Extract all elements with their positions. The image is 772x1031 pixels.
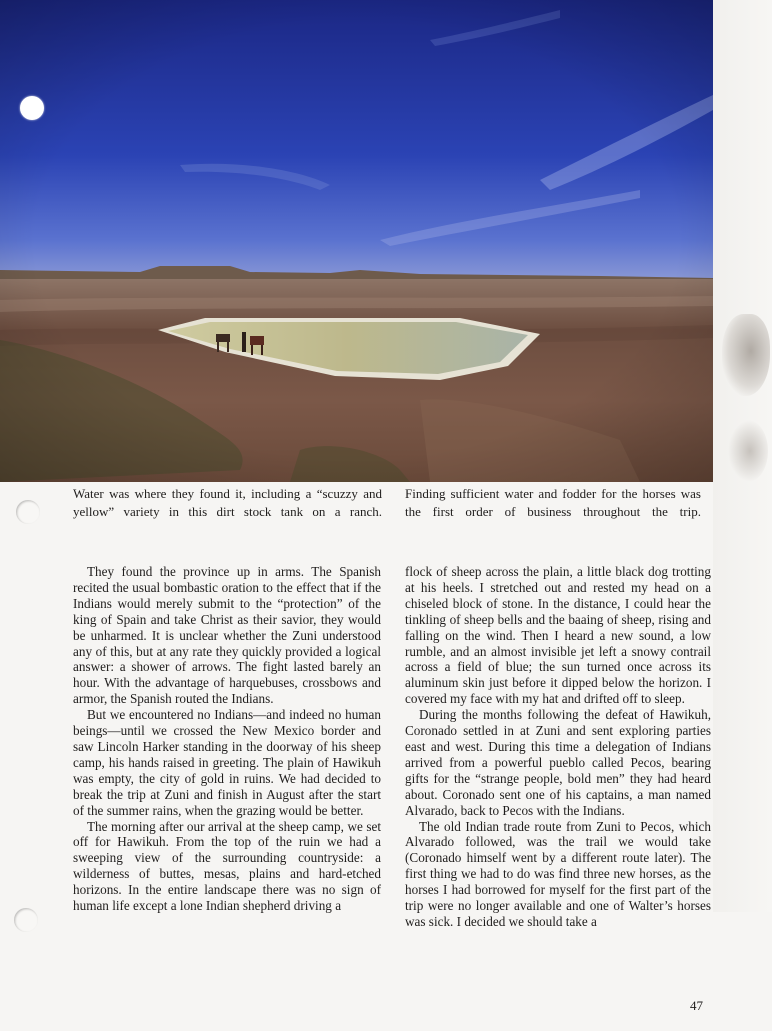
paragraph: But we encountered no Indians—and indeed no human beings—until we crossed the New Mexico border and saw Lincoln Harker standing in the doorway of his sheep camp, his hands raised in greeting. The plain of Hawikuh was empty, the city of gold in ruins. We had decided to break the trip at Zuni and finish in August after the start of the summer rains, when the grazing would be better. — [73, 707, 381, 818]
fingerprint-smudge-lower — [728, 420, 768, 482]
article-column-left — [73, 564, 381, 914]
paragraph: flock of sheep across the plain, a little black dog trotting at his heels. I stretched out and rested my head on a chiseled block of stone. In the distance, I could hear the tinkling of sheep bells and the baaing of sheep, rising and falling on the wind. Then I heard a new sound, a low rumble, and an almost invisible jet left a snowy contrail across a field of blue; the sun turned once across its aluminum skin just before it dipped below the horizon. I covered my face with my hat and drifted off to sleep. — [405, 564, 711, 707]
paragraph: They found the province up in arms. The Spanish recited the usual bombastic oration to the effect that if the Indians would merely submit to the “protection” of the king of Spain and take Christ as their savior, they would be unharmed. It is unclear whether the Zuni understood any of this, but at any rate they quickly provided a logical answer: a shower of arrows. The fight lasted barely an hour. With the advantage of harquebuses, crossbows and armor, the Spanish routed the Indians. — [73, 564, 381, 707]
paragraph: The morning after our arrival at the sheep camp, we set off for Hawikuh. From the top of the ruin we had a sweeping view of the surrounding countryside: a wilderness of buttes, mesas, plains and hard-etched horizons. In the entire landscape there was no sign of human life except a lone Indian shepherd driving a — [73, 818, 381, 914]
fingerprint-smudge — [722, 314, 770, 396]
article-column-right — [405, 564, 711, 930]
binder-hole-middle — [16, 500, 40, 524]
page-number: 47 — [690, 998, 703, 1013]
photo-caption-left: Water was where they found it, including a “scuzzy and yellow” variety in this dirt stock tank on a ranch. — [73, 486, 382, 519]
paragraph: The old Indian trade route from Zuni to Pecos, which Alvarado followed, was the trail we would take (Coronado himself went by a different route later). The first thing we had to do was find three new horses, as the horses I had borrowed for myself for the first part of the trip were no longer available and one of Walter’s horses was sick. I decided we should take a — [405, 818, 711, 929]
paragraph: During the months following the defeat of Hawikuh, Coronado settled in at Zuni and sent exploring parties east and west. During this time a delegation of Indians arrived from a powerful pueblo called Pecos, bearing gifts for the “strange people, bold men” they had heard about. Coronado sent one of his captains, a man named Alvarado, back to Pecos with the Indians. — [405, 707, 711, 818]
photo-caption-right: Finding sufficient water and fodder for the horses was the first order of business throughout the trip. — [405, 486, 701, 519]
photo-stock-tank-icon — [0, 0, 713, 482]
binder-hole-bottom — [14, 908, 38, 932]
binder-hole-top — [20, 96, 44, 120]
landscape-photo — [0, 0, 713, 482]
